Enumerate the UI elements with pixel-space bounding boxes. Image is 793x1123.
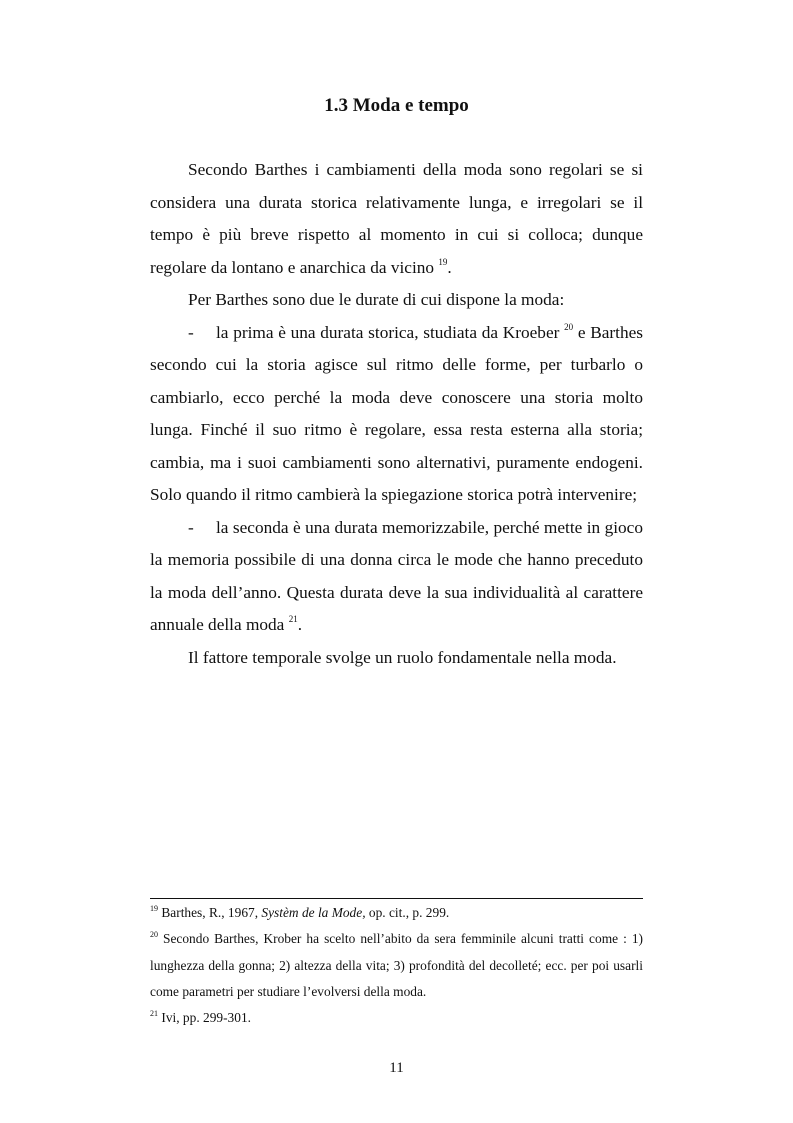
footnote-20 [150,926,643,1005]
footnote-19 [150,900,643,926]
paragraph-1 [150,154,643,284]
paragraph-5-text: Il fattore temporale svolge un ruolo fondamentale nella moda. [188,647,617,667]
body-text [150,154,643,674]
footnote-number-21: 21 [150,1009,158,1019]
footnote-divider [150,898,643,899]
footnote-20-text: Secondo Barthes, Krober ha scelto nell’abito da sera femminile alcuni tratti come : 1) lunghezza della gonna; 2) altezza della vita; 3) profondità del decolleté; ecc. per poi usarli come parametri per studiare l’evolversi della moda. [150,931,643,999]
footnote-ref-21[interactable]: 21 [288,614,298,624]
list-item-2-text: la seconda è una durata memorizzabile, perché mette in gioco la memoria possibile di una donna circa le mode che hanno preceduto la moda dell’anno. Questa durata deve la sua individualità al carattere annuale della moda [150,517,643,634]
footnote-number-20: 20 [150,930,158,940]
footnote-19-after: op. cit., p. 299. [365,905,450,920]
footnote-21 [150,1005,643,1031]
dash-marker: - [188,517,194,537]
paragraph-1-text: Secondo Barthes i cambiamenti della moda sono regolari se si considera una durata storica relativamente lunga, e irregolari se il tempo è più breve rispetto al momento in cui si colloca; dunque regolare da lontano e anarchica da vicino [150,160,643,277]
footnote-19-work-title: Systèm de la Mode, [261,905,366,920]
footnote-ref-19[interactable]: 19 [438,256,448,267]
dash-marker: - [188,322,194,342]
section-title: 1.3 Moda e tempo [324,95,469,116]
paragraph-1-end: . [447,257,452,277]
paragraph-5 [150,642,643,675]
footnote-ref-20[interactable]: 20 [564,321,574,332]
footnote-19-before: Barthes, R., 1967, [161,905,262,920]
list-item-second-duration [150,512,643,642]
page-number: 11 [389,1060,404,1076]
footnote-number-19: 19 [150,904,158,913]
list-item-1-text-before: la prima è una durata storica, studiata da Kroeber [216,322,560,342]
list-item-first-duration [150,317,643,512]
footnote-21-text: Ivi, pp. 299-301. [161,1010,251,1026]
footnotes [150,900,643,1031]
paragraph-2 [150,284,643,317]
list-item-1-text-after: e Barthes secondo cui la storia agisce sul ritmo delle forme, per turbarlo o cambiarlo, ecco perché la moda deve conoscere una storia molto lunga. Finché il suo ritmo è regolare, essa resta esterna alla storia; cambia, ma i suoi cambiamenti sono alternativi, puramente endogeni. Solo quando il ritmo cambierà la spiegazione storica potrà intervenire; [150,322,643,504]
list-item-2-end: . [297,615,303,634]
paragraph-2-text: Per Barthes sono due le durate di cui dispone la moda: [188,290,565,309]
